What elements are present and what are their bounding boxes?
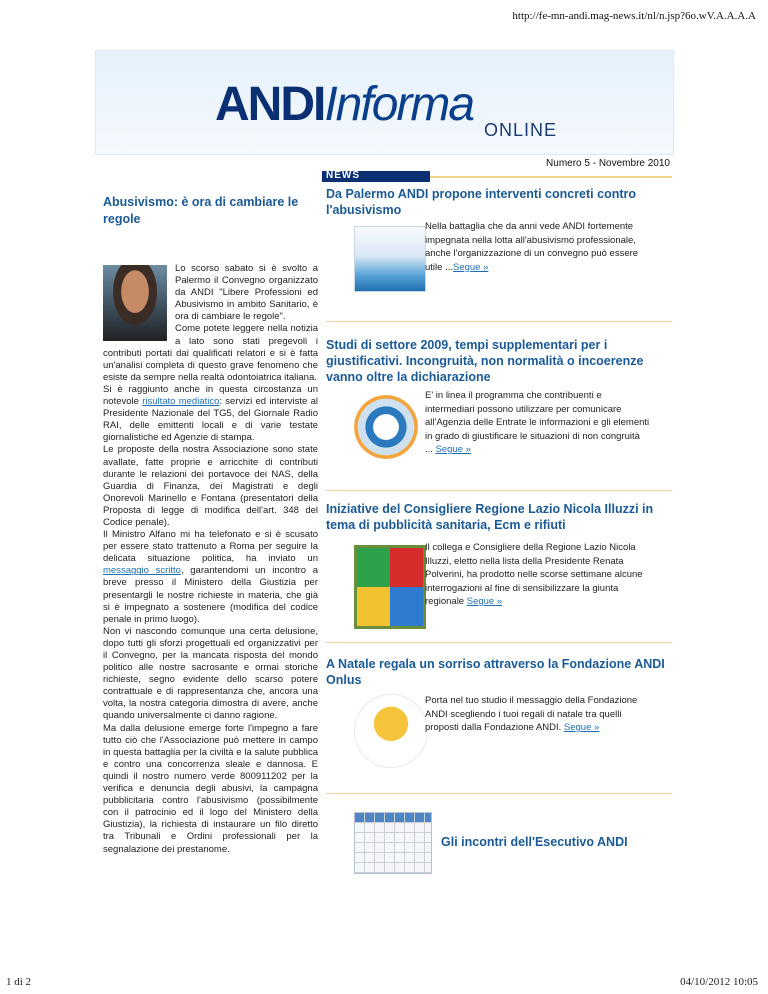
article-title[interactable]: Studi di settore 2009, tempi supplementari per i giustificativi. Incongruità, non normalità o incoerenze vanno oltre la dichiarazione xyxy=(326,338,644,384)
logo-online: ONLINE xyxy=(484,120,558,140)
article-text xyxy=(425,541,650,609)
text: : servizi ed interviste al Presidente Nazionale del TG5, del Giornale Radio RAI, delle emittenti locali e di varie testate giornalistiche ed Agenzie di stampa. xyxy=(103,396,319,444)
article-regione-lazio xyxy=(326,501,672,631)
editorial-paragraph: Le proposte della nostra Associazione sono state avallate, fatte proprie e arricchite di contributi durante le relazioni dei portavoce dei NAS, della Guardia di Finanza, dei Magistrati e degli Onorevoli Marinello e Fontana (presentatori della Proposta di legge di modifica dell'art. 348 del Codice penale). xyxy=(103,444,318,528)
read-more-link[interactable]: Segue » xyxy=(435,444,471,455)
article-text xyxy=(425,389,650,457)
author-photo xyxy=(103,265,167,341)
written-message-link[interactable]: messaggio scritto xyxy=(103,565,181,577)
read-more-link[interactable]: Segue » xyxy=(563,722,600,733)
article-esecutivo xyxy=(326,812,672,872)
agenzia-entrate-thumbnail xyxy=(354,395,418,459)
editorial-paragraph: Come potete leggere nella notizia a lato sono stati pregevoli i contributi portati dai qualificati relatori e si è fatta un'analisi completa di questo grave fenomeno che esiste da sempre nella realtà odontoiatrica italiana. xyxy=(103,323,318,383)
regione-lazio-crest xyxy=(354,545,426,629)
article-studi-settore xyxy=(326,337,672,477)
text: Il Ministro Alfano mi ha telefonato e si è scusato per essere stato trattenuto a Roma per seguire la delicata situazione politica, ha inviato un xyxy=(103,529,318,565)
read-more-link[interactable]: Segue » xyxy=(466,596,503,607)
article-title[interactable]: Da Palermo ANDI propone interventi concreti contro l'abusivismo xyxy=(326,187,637,217)
separator xyxy=(326,793,672,794)
article-title[interactable]: Iniziative del Consigliere Regione Lazio Nicola Illuzzi in tema di pubblicità sanitaria, Ecm e rifiuti xyxy=(326,502,654,532)
article-text xyxy=(425,694,650,735)
editorial-paragraph: Ma dalla delusione emerge forte l'impegno a fare tutto ciò che l'Associazione può mettere in campo in questa battaglia per la civiltà e la salute pubblica e contro una concorrenza sleale e dannosa. E quindi il nostro numero verde 800911202 per la verifica e denuncia degli abusivi, la campagna pubblicitaria contro l'abusivismo (possibilmente con il patrocinio ed il logo del Ministero della Giustizia), la richiesta di instaurare un filo diretto tra Tribunali e Ordini professionali per la segnalazione dei prestanome. xyxy=(103,722,318,855)
separator xyxy=(326,490,672,491)
text: Il collega e Consigliere della Regione Lazio Nicola Illuzzi, eletto nella lista della Presidente Renata Polverini, ha prodotto nelle scorse settimane alcune interrogazioni al fine di sensibilizzare la giunta regionale xyxy=(425,542,643,607)
separator xyxy=(326,642,672,643)
browser-url: http://fe-mn-andi.mag-news.it/nl/n.jsp?6o.wV.A.A.A.A xyxy=(512,10,756,22)
editorial-paragraph xyxy=(103,384,318,444)
convegno-thumbnail xyxy=(354,226,426,292)
fondazione-andi-thumbnail xyxy=(354,694,428,768)
text: , garantendomi un incontro a breve presso il Ministero della Giustizia per presentargli le nostre richieste in materia, che già si è impegnato a sostenere (modifica del codice penale in primo luogo). xyxy=(103,565,318,625)
read-more-link[interactable]: Segue » xyxy=(453,261,489,273)
editorial-intro: Lo scorso sabato si è svolto a Palermo il Convegno organizzato da ANDI "Libere Professioni ed Abusivismo in ambito Sanitario, è ora di cambiare le regole". xyxy=(175,263,318,323)
andi-informa-logo xyxy=(215,77,473,132)
article-palermo xyxy=(326,186,672,306)
news-tab xyxy=(322,171,430,182)
editorial-paragraph xyxy=(103,529,318,626)
text: Porta nel tuo studio il messaggio della Fondazione ANDI scegliendo i tuoi regali di natale tra quelli proposti dalla Fondazione ANDI. xyxy=(425,695,638,733)
article-natale xyxy=(326,656,672,786)
editorial-paragraph: Non vi nascondo comunque una certa delusione, dopo tutti gli sforzi progettuali ed organizzativi per il Convegno, per la mancata risposta del mondo politico alle nostre sacrosante e ormai storiche richieste, segno evidente dello scarso potere contrattuale e di rappresentanza che, ancora una volta, la nostra categoria dimostra di avere, anche quando universalmente ci danno ragione. xyxy=(103,625,318,722)
text: Nella battaglia che da anni vede ANDI fortemente impegnata nella lotta all'abusivismo professionale, anche l'organizzazione di un convegno può essere utile ... xyxy=(425,221,639,273)
article-text xyxy=(425,220,650,274)
text: E' in linea il programma che contribuenti e intermediari possono utilizzare per comunicare all'Agenzia delle Entrate le informazioni e gli elementi in grado di giustificare le situazioni di non congruità ... xyxy=(425,390,650,455)
logo-italic: Informa xyxy=(324,78,474,131)
separator xyxy=(326,321,672,322)
article-title[interactable]: Gli incontri dell'Esecutivo ANDI xyxy=(441,835,628,849)
news-tab-label: NEWS xyxy=(326,170,360,181)
editorial-title: Abusivismo: è ora di cambiare le regole xyxy=(103,195,299,226)
calendar-thumbnail xyxy=(354,812,432,874)
print-datetime: 04/10/2012 10:05 xyxy=(680,976,758,988)
page-counter: 1 di 2 xyxy=(6,976,32,988)
editorial-column xyxy=(103,194,318,856)
issue-number: Numero 5 - Novembre 2010 xyxy=(546,158,670,169)
article-title[interactable]: A Natale regala un sorriso attraverso la Fondazione ANDI Onlus xyxy=(326,657,665,687)
news-divider xyxy=(430,176,672,178)
media-result-link[interactable]: risultato mediatico xyxy=(142,396,220,408)
logo-bold: ANDI xyxy=(215,78,325,131)
text: Si è raggiunto anche in questa circostanza un notevole xyxy=(103,383,318,408)
